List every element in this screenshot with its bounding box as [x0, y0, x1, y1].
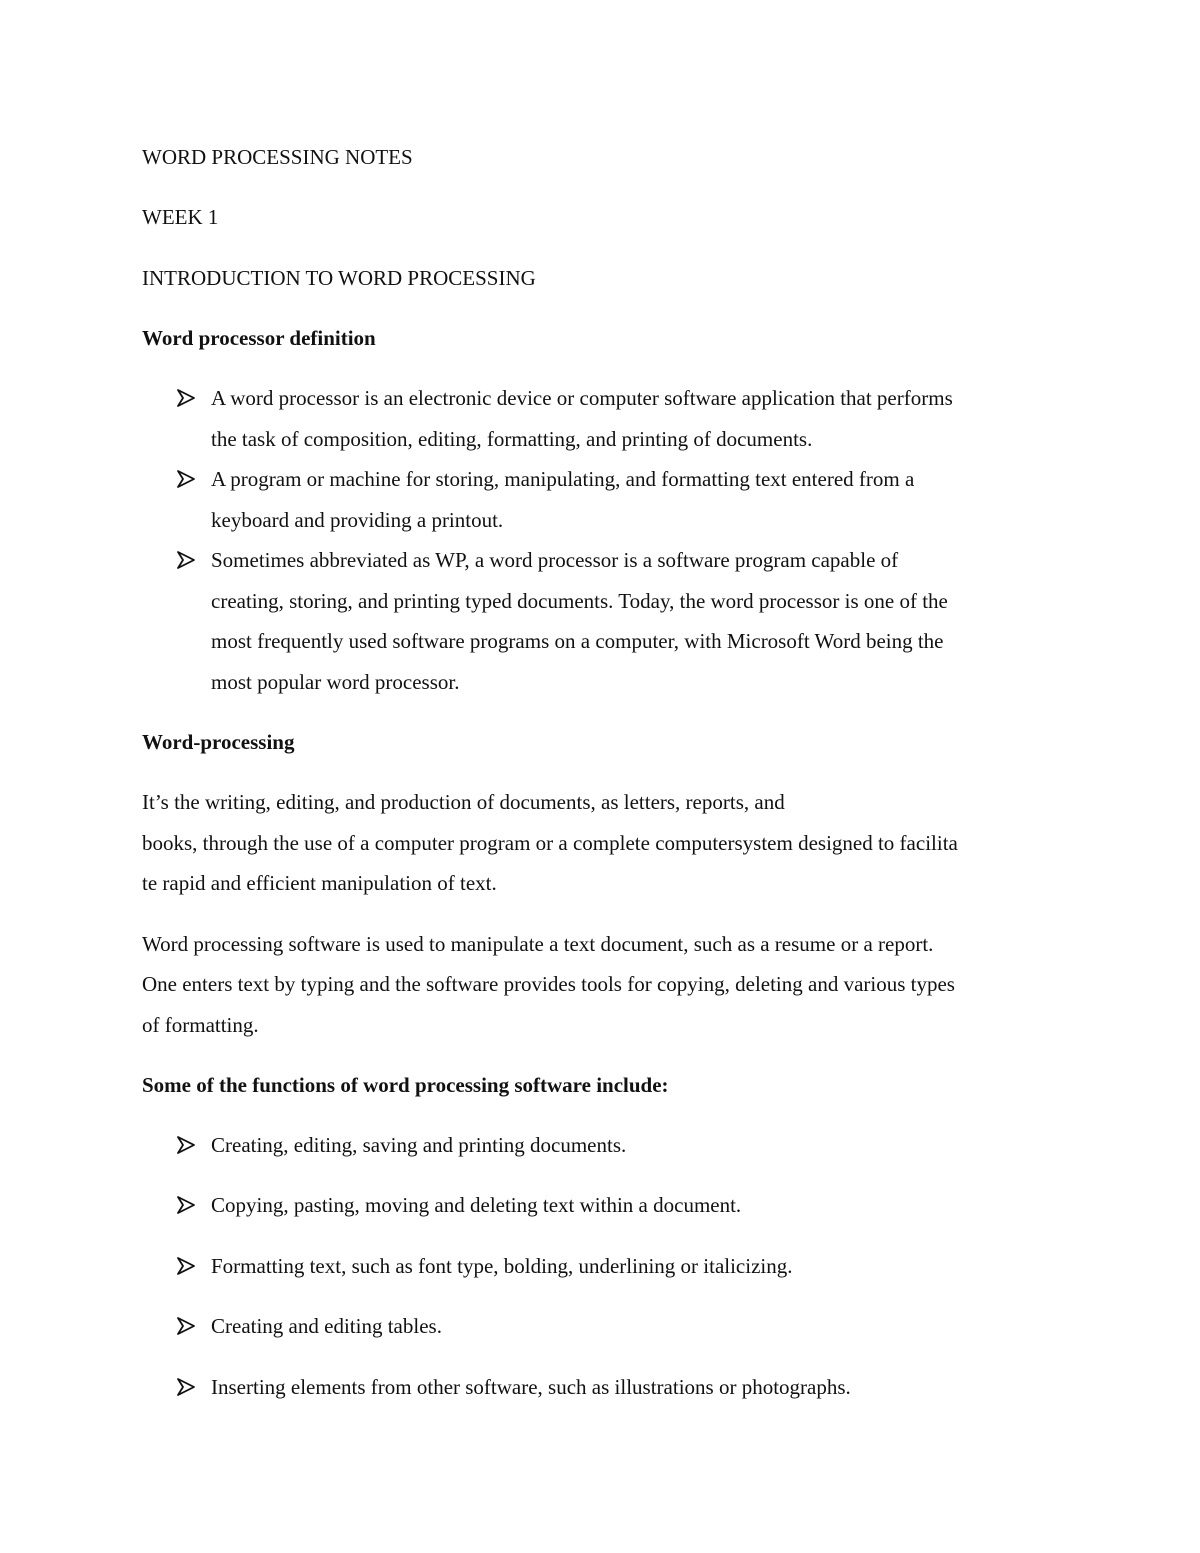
definition-heading: Word processor definition [142, 326, 376, 350]
definition-bullet-3-line-1: Sometimes abbreviated as WP, a word processor is a software program capable of [211, 548, 899, 572]
wp-paragraph-2-line-3: of formatting. [142, 1013, 259, 1037]
functions-bullet-5: Inserting elements from other software, such as illustrations or photographs. [211, 1375, 851, 1399]
wp-paragraph-1-line-3: te rapid and efficient manipulation of text. [142, 871, 497, 895]
section-title: INTRODUCTION TO WORD PROCESSING [142, 266, 536, 290]
functions-bullet-2: Copying, pasting, moving and deleting text within a document. [211, 1193, 742, 1217]
wp-paragraph-2-line-2: One enters text by typing and the software provides tools for copying, deleting and various types [142, 972, 955, 996]
wp-paragraph-2-line-1: Word processing software is used to manipulate a text document, such as a resume or a report. [142, 932, 934, 956]
definition-bullet-3-line-2: creating, storing, and printing typed documents. Today, the word processor is one of the [211, 589, 948, 613]
arrowhead-bullet-icon [176, 467, 196, 491]
word-processing-heading: Word-processing [142, 730, 295, 754]
arrowhead-bullet-icon [176, 548, 196, 572]
definition-bullet-2-line-1: A program or machine for storing, manipulating, and formatting text entered from a [211, 467, 915, 491]
definition-bullet-3-line-3: most frequently used software programs on a computer, with Microsoft Word being the [211, 629, 944, 653]
definition-bullet-2-line-2: keyboard and providing a printout. [211, 508, 504, 532]
definition-bullet-1-line-2: the task of composition, editing, formatting, and printing of documents. [211, 427, 813, 451]
arrowhead-bullet-icon [176, 1314, 196, 1338]
functions-bullet-1: Creating, editing, saving and printing documents. [211, 1133, 627, 1157]
arrowhead-bullet-icon [176, 386, 196, 410]
functions-heading: Some of the functions of word processing software include: [142, 1073, 669, 1097]
functions-bullet-3: Formatting text, such as font type, bolding, underlining or italicizing. [211, 1254, 793, 1278]
arrowhead-bullet-icon [176, 1375, 196, 1399]
wp-paragraph-1-line-2: books, through the use of a computer program or a complete computersystem designed to facilita [142, 831, 958, 855]
document-title: WORD PROCESSING NOTES [142, 145, 413, 169]
arrowhead-bullet-icon [176, 1193, 196, 1217]
functions-bullet-4: Creating and editing tables. [211, 1314, 442, 1338]
wp-paragraph-1-line-1: It’s the writing, editing, and production of documents, as letters, reports, and [142, 790, 785, 814]
week-label: WEEK 1 [142, 205, 219, 229]
definition-bullet-1-line-1: A word processor is an electronic device or computer software application that performs [211, 386, 953, 410]
arrowhead-bullet-icon [176, 1254, 196, 1278]
arrowhead-bullet-icon [176, 1133, 196, 1157]
definition-bullet-3-line-4: most popular word processor. [211, 670, 460, 694]
